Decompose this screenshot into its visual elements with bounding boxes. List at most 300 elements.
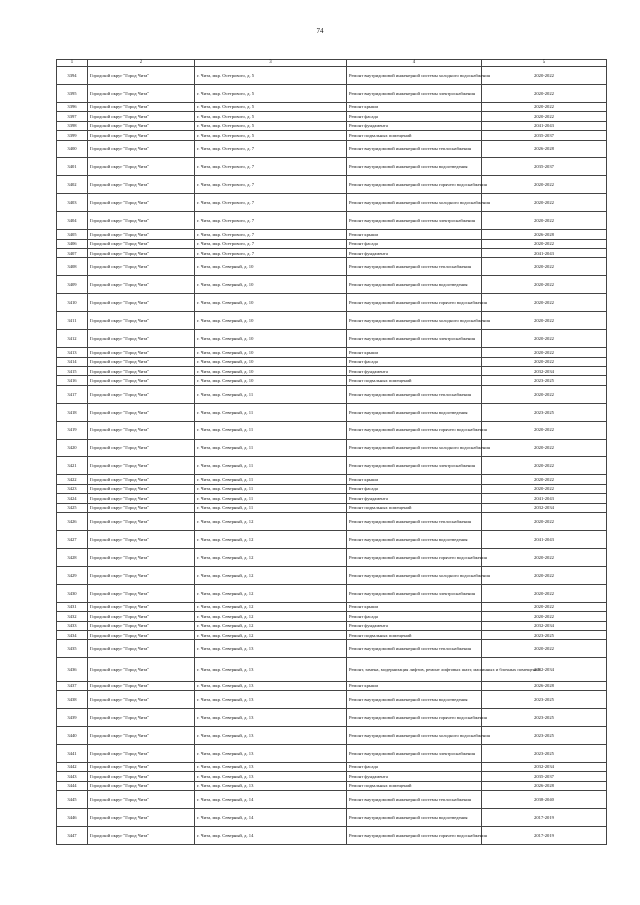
row-number-cell: 3445: [57, 790, 88, 808]
period-cell: 2020-2022: [482, 312, 607, 330]
row-number-cell: 3406: [57, 239, 88, 248]
address-cell: г. Чита, мкр. Северный, д. 12: [195, 621, 347, 630]
row-number-cell: 3400: [57, 140, 88, 158]
table-row: [57, 348, 607, 357]
row-number-cell: 3399: [57, 131, 88, 140]
row-number-cell: 3432: [57, 612, 88, 621]
period-cell: 2017-2019: [482, 808, 607, 826]
address-cell: г. Чита, мкр. Осетрового, д. 5: [195, 67, 347, 85]
table-row: [57, 67, 607, 85]
period-cell: 2041-2043: [482, 249, 607, 258]
municipality-cell: Городской округ "Город Чита": [88, 530, 195, 548]
work-type-cell: Ремонт фасада: [347, 239, 482, 248]
municipality-cell: Городской округ "Город Чита": [88, 457, 195, 475]
row-number-cell: 3444: [57, 781, 88, 790]
address-cell: г. Чита, мкр. Северный, д. 13: [195, 781, 347, 790]
work-type-cell: Ремонт внутридомовой инженерной системы электроснабжения: [347, 84, 482, 102]
period-cell: 2020-2022: [482, 513, 607, 531]
period-cell: 2023-2025: [482, 403, 607, 421]
municipality-cell: Городской округ "Город Чита": [88, 312, 195, 330]
work-type-cell: Ремонт внутридомовой инженерной системы теплоснабжения: [347, 513, 482, 531]
municipality-cell: Городской округ "Город Чита": [88, 708, 195, 726]
period-cell: 2023-2025: [482, 726, 607, 744]
address-cell: г. Чита, мкр. Северный, д. 13: [195, 658, 347, 681]
row-number-cell: 3423: [57, 484, 88, 493]
row-number-cell: 3422: [57, 475, 88, 484]
address-cell: г. Чита, мкр. Северный, д. 11: [195, 421, 347, 439]
table-row: [57, 439, 607, 457]
work-type-cell: Ремонт внутридомовой инженерной системы теплоснабжения: [347, 385, 482, 403]
address-cell: г. Чита, мкр. Северный, д. 12: [195, 548, 347, 566]
table-row: [57, 726, 607, 744]
row-number-cell: 3411: [57, 312, 88, 330]
table-row: [57, 176, 607, 194]
table-row: [57, 212, 607, 230]
period-cell: 2020-2022: [482, 294, 607, 312]
table-row: [57, 230, 607, 239]
period-cell: 2041-2043: [482, 121, 607, 130]
address-cell: г. Чита, мкр. Осетрового, д. 5: [195, 102, 347, 111]
row-number-cell: 3421: [57, 457, 88, 475]
period-cell: 2020-2022: [482, 602, 607, 611]
row-number-cell: 3395: [57, 84, 88, 102]
table-row: [57, 330, 607, 348]
row-number-cell: 3404: [57, 212, 88, 230]
work-type-cell: Ремонт внутридомовой инженерной системы горячего водоснабжения: [347, 294, 482, 312]
municipality-cell: Городской округ "Город Чита": [88, 294, 195, 312]
work-type-cell: Ремонт подвальных помещений: [347, 630, 482, 639]
row-number-cell: 3410: [57, 294, 88, 312]
municipality-cell: Городской округ "Город Чита": [88, 121, 195, 130]
row-number-cell: 3417: [57, 385, 88, 403]
work-type-cell: Ремонт крыши: [347, 230, 482, 239]
municipality-cell: Городской округ "Город Чита": [88, 112, 195, 121]
address-cell: г. Чита, мкр. Северный, д. 10: [195, 312, 347, 330]
period-cell: 2020-2022: [482, 584, 607, 602]
address-cell: г. Чита, мкр. Северный, д. 10: [195, 294, 347, 312]
column-number: 3: [195, 60, 347, 67]
row-number-cell: 3430: [57, 584, 88, 602]
work-type-cell: Ремонт внутридомовой инженерной системы горячего водоснабжения: [347, 421, 482, 439]
work-type-cell: Ремонт внутридомовой инженерной системы электроснабжения: [347, 457, 482, 475]
row-number-cell: 3443: [57, 772, 88, 781]
period-cell: 2020-2022: [482, 84, 607, 102]
row-number-cell: 3426: [57, 513, 88, 531]
period-cell: 2020-2022: [482, 276, 607, 294]
municipality-cell: Городской округ "Город Чита": [88, 403, 195, 421]
work-type-cell: Ремонт фундамента: [347, 621, 482, 630]
work-type-cell: Ремонт внутридомовой инженерной системы холодного водоснабжения: [347, 439, 482, 457]
table-row: [57, 112, 607, 121]
municipality-cell: Городской округ "Город Чита": [88, 194, 195, 212]
work-type-cell: Ремонт крыши: [347, 475, 482, 484]
period-cell: 2020-2022: [482, 239, 607, 248]
municipality-cell: Городской округ "Город Чита": [88, 772, 195, 781]
period-cell: 2032-2034: [482, 366, 607, 375]
work-type-cell: Ремонт внутридомовой инженерной системы горячего водоснабжения: [347, 176, 482, 194]
row-number-cell: 3413: [57, 348, 88, 357]
row-number-cell: 3402: [57, 176, 88, 194]
address-cell: г. Чита, мкр. Северный, д. 14: [195, 826, 347, 844]
municipality-cell: Городской округ "Город Чита": [88, 790, 195, 808]
period-cell: 2020-2022: [482, 457, 607, 475]
table-row: [57, 258, 607, 276]
address-cell: г. Чита, мкр. Северный, д. 10: [195, 366, 347, 375]
row-number-cell: 3437: [57, 681, 88, 690]
row-number-cell: 3394: [57, 67, 88, 85]
column-number: 1: [57, 60, 88, 67]
address-cell: г. Чита, мкр. Северный, д. 13: [195, 762, 347, 771]
work-type-cell: Ремонт внутридомовой инженерной системы теплоснабжения: [347, 640, 482, 658]
address-cell: г. Чита, мкр. Северный, д. 12: [195, 584, 347, 602]
address-cell: г. Чита, мкр. Осетрового, д. 7: [195, 140, 347, 158]
work-type-cell: Ремонт внутридомовой инженерной системы теплоснабжения: [347, 790, 482, 808]
table-row: [57, 584, 607, 602]
municipality-cell: Городской округ "Город Чита": [88, 330, 195, 348]
address-cell: г. Чита, мкр. Северный, д. 11: [195, 484, 347, 493]
row-number-cell: 3428: [57, 548, 88, 566]
table-row: [57, 276, 607, 294]
period-cell: 2032-2034: [482, 658, 607, 681]
municipality-cell: Городской округ "Город Чита": [88, 658, 195, 681]
address-cell: г. Чита, мкр. Северный, д. 11: [195, 503, 347, 512]
address-cell: г. Чита, мкр. Осетрового, д. 5: [195, 121, 347, 130]
table-row: [57, 621, 607, 630]
work-type-cell: Ремонт внутридомовой инженерной системы водоотведения: [347, 158, 482, 176]
address-cell: г. Чита, мкр. Северный, д. 12: [195, 602, 347, 611]
row-number-cell: 3412: [57, 330, 88, 348]
period-cell: 2020-2022: [482, 421, 607, 439]
row-number-cell: 3409: [57, 276, 88, 294]
period-cell: 2020-2022: [482, 194, 607, 212]
period-cell: 2020-2022: [482, 67, 607, 85]
address-cell: г. Чита, мкр. Северный, д. 11: [195, 475, 347, 484]
row-number-cell: 3415: [57, 366, 88, 375]
row-number-cell: 3446: [57, 808, 88, 826]
row-number-cell: 3441: [57, 744, 88, 762]
period-cell: 2020-2022: [482, 566, 607, 584]
work-type-cell: Ремонт фундамента: [347, 494, 482, 503]
municipality-cell: Городской округ "Город Чита": [88, 158, 195, 176]
table-row: [57, 357, 607, 366]
period-cell: 2020-2022: [482, 258, 607, 276]
address-cell: г. Чита, мкр. Осетрового, д. 5: [195, 131, 347, 140]
address-cell: г. Чита, мкр. Осетрового, д. 7: [195, 194, 347, 212]
address-cell: г. Чита, мкр. Северный, д. 12: [195, 513, 347, 531]
municipality-cell: Городской округ "Город Чита": [88, 102, 195, 111]
municipality-cell: Городской округ "Город Чита": [88, 640, 195, 658]
row-number-cell: 3418: [57, 403, 88, 421]
table-row: [57, 403, 607, 421]
row-number-cell: 3396: [57, 102, 88, 111]
address-cell: г. Чита, мкр. Северный, д. 11: [195, 385, 347, 403]
work-type-cell: Ремонт, замена, модернизация лифтов, ремонт лифтовых шахт, машинных и блочных помещений: [347, 658, 482, 681]
table-row: [57, 513, 607, 531]
address-cell: г. Чита, мкр. Осетрового, д. 7: [195, 212, 347, 230]
address-cell: г. Чита, мкр. Северный, д. 13: [195, 681, 347, 690]
row-number-cell: 3439: [57, 708, 88, 726]
address-cell: г. Чита, мкр. Северный, д. 10: [195, 348, 347, 357]
table-row: [57, 121, 607, 130]
work-type-cell: Ремонт внутридомовой инженерной системы холодного водоснабжения: [347, 67, 482, 85]
municipality-cell: Городской округ "Город Чита": [88, 376, 195, 385]
municipality-cell: Городской округ "Город Чита": [88, 566, 195, 584]
table-row: [57, 294, 607, 312]
row-number-cell: 3429: [57, 566, 88, 584]
municipality-cell: Городской округ "Город Чита": [88, 385, 195, 403]
municipality-cell: Городской округ "Город Чита": [88, 690, 195, 708]
address-cell: г. Чита, мкр. Северный, д. 13: [195, 640, 347, 658]
address-cell: г. Чита, мкр. Осетрового, д. 7: [195, 230, 347, 239]
table-row: [57, 131, 607, 140]
work-type-cell: Ремонт крыши: [347, 102, 482, 111]
municipality-cell: Городской округ "Город Чита": [88, 826, 195, 844]
table-row: [57, 808, 607, 826]
period-cell: 2023-2025: [482, 690, 607, 708]
municipality-cell: Городской округ "Город Чита": [88, 584, 195, 602]
period-cell: 2020-2022: [482, 475, 607, 484]
municipality-cell: Городской округ "Город Чита": [88, 781, 195, 790]
row-number-cell: 3427: [57, 530, 88, 548]
period-cell: 2020-2022: [482, 102, 607, 111]
municipality-cell: Городской округ "Город Чита": [88, 808, 195, 826]
table-row: [57, 366, 607, 375]
table-row: [57, 772, 607, 781]
row-number-cell: 3435: [57, 640, 88, 658]
row-number-cell: 3397: [57, 112, 88, 121]
municipality-cell: Городской округ "Город Чита": [88, 503, 195, 512]
row-number-cell: 3436: [57, 658, 88, 681]
row-number-cell: 3424: [57, 494, 88, 503]
address-cell: г. Чита, мкр. Северный, д. 12: [195, 612, 347, 621]
row-number-cell: 3416: [57, 376, 88, 385]
municipality-cell: Городской округ "Город Чита": [88, 421, 195, 439]
work-type-cell: Ремонт фундамента: [347, 366, 482, 375]
table-row: [57, 475, 607, 484]
work-type-cell: Ремонт внутридомовой инженерной системы холодного водоснабжения: [347, 312, 482, 330]
address-cell: г. Чита, мкр. Северный, д. 13: [195, 690, 347, 708]
row-number-cell: 3419: [57, 421, 88, 439]
address-cell: г. Чита, мкр. Северный, д. 10: [195, 357, 347, 366]
period-cell: 2020-2022: [482, 439, 607, 457]
work-type-cell: Ремонт внутридомовой инженерной системы электроснабжения: [347, 744, 482, 762]
work-type-cell: Ремонт крыши: [347, 681, 482, 690]
row-number-cell: 3440: [57, 726, 88, 744]
period-cell: 2035-2037: [482, 131, 607, 140]
row-number-cell: 3403: [57, 194, 88, 212]
municipality-cell: Городской округ "Город Чита": [88, 258, 195, 276]
period-cell: 2035-2037: [482, 772, 607, 781]
work-type-cell: Ремонт фундамента: [347, 121, 482, 130]
period-cell: 2041-2043: [482, 530, 607, 548]
table-row: [57, 312, 607, 330]
column-number: 5: [482, 60, 607, 67]
work-type-cell: Ремонт внутридомовой инженерной системы теплоснабжения: [347, 140, 482, 158]
municipality-cell: Городской округ "Город Чита": [88, 249, 195, 258]
period-cell: 2020-2022: [482, 548, 607, 566]
column-number: 2: [88, 60, 195, 67]
table-row: [57, 457, 607, 475]
period-cell: 2038-2040: [482, 790, 607, 808]
municipality-cell: Городской округ "Город Чита": [88, 681, 195, 690]
table-row: [57, 658, 607, 681]
work-type-cell: Ремонт фасада: [347, 357, 482, 366]
address-cell: г. Чита, мкр. Северный, д. 14: [195, 790, 347, 808]
table-row: [57, 640, 607, 658]
work-type-cell: Ремонт фасада: [347, 762, 482, 771]
work-type-cell: Ремонт внутридомовой инженерной системы электроснабжения: [347, 212, 482, 230]
row-number-cell: 3442: [57, 762, 88, 771]
period-cell: 2023-2025: [482, 630, 607, 639]
row-number-cell: 3434: [57, 630, 88, 639]
period-cell: 2020-2022: [482, 385, 607, 403]
row-number-cell: 3433: [57, 621, 88, 630]
table-row: [57, 194, 607, 212]
period-cell: 2035-2037: [482, 158, 607, 176]
table-row: [57, 530, 607, 548]
table-row: [57, 566, 607, 584]
work-type-cell: Ремонт крыши: [347, 348, 482, 357]
address-cell: г. Чита, мкр. Северный, д. 13: [195, 772, 347, 781]
period-cell: 2020-2022: [482, 348, 607, 357]
table-row: [57, 239, 607, 248]
table-row: [57, 484, 607, 493]
table-row: [57, 744, 607, 762]
municipality-cell: Городской округ "Город Чита": [88, 548, 195, 566]
table-row: [57, 790, 607, 808]
row-number-cell: 3447: [57, 826, 88, 844]
work-type-cell: Ремонт внутридомовой инженерной системы холодного водоснабжения: [347, 566, 482, 584]
municipality-cell: Городской округ "Город Чита": [88, 513, 195, 531]
period-cell: 2023-2025: [482, 376, 607, 385]
column-number: 4: [347, 60, 482, 67]
work-type-cell: Ремонт фундамента: [347, 249, 482, 258]
table-row: [57, 630, 607, 639]
page-number: 74: [316, 27, 324, 35]
address-cell: г. Чита, мкр. Осетрового, д. 5: [195, 84, 347, 102]
municipality-cell: Городской округ "Город Чита": [88, 475, 195, 484]
period-cell: 2020-2022: [482, 612, 607, 621]
period-cell: 2020-2022: [482, 640, 607, 658]
address-cell: г. Чита, мкр. Северный, д. 14: [195, 808, 347, 826]
address-cell: г. Чита, мкр. Осетрового, д. 7: [195, 158, 347, 176]
repair-schedule-table: [56, 59, 607, 845]
table-row: [57, 102, 607, 111]
address-cell: г. Чита, мкр. Северный, д. 11: [195, 439, 347, 457]
table-row: [57, 140, 607, 158]
work-type-cell: Ремонт внутридомовой инженерной системы электроснабжения: [347, 330, 482, 348]
address-cell: г. Чита, мкр. Северный, д. 11: [195, 494, 347, 503]
work-type-cell: Ремонт подвальных помещений: [347, 376, 482, 385]
municipality-cell: Городской округ "Город Чита": [88, 726, 195, 744]
address-cell: г. Чита, мкр. Осетрового, д. 7: [195, 176, 347, 194]
table-row: [57, 249, 607, 258]
address-cell: г. Чита, мкр. Северный, д. 11: [195, 403, 347, 421]
work-type-cell: Ремонт внутридомовой инженерной системы электроснабжения: [347, 584, 482, 602]
municipality-cell: Городской округ "Город Чита": [88, 602, 195, 611]
work-type-cell: Ремонт подвальных помещений: [347, 781, 482, 790]
municipality-cell: Городской округ "Город Чита": [88, 439, 195, 457]
address-cell: г. Чита, мкр. Осетрового, д. 7: [195, 249, 347, 258]
table-row: [57, 612, 607, 621]
period-cell: 2032-2034: [482, 503, 607, 512]
municipality-cell: Городской округ "Город Чита": [88, 276, 195, 294]
period-cell: 2017-2019: [482, 826, 607, 844]
row-number-cell: 3408: [57, 258, 88, 276]
address-cell: г. Чита, мкр. Северный, д. 10: [195, 276, 347, 294]
address-cell: г. Чита, мкр. Северный, д. 13: [195, 726, 347, 744]
period-cell: 2023-2025: [482, 708, 607, 726]
municipality-cell: Городской округ "Город Чита": [88, 366, 195, 375]
table-row: [57, 681, 607, 690]
table-row: [57, 781, 607, 790]
period-cell: 2020-2022: [482, 212, 607, 230]
work-type-cell: Ремонт внутридомовой инженерной системы холодного водоснабжения: [347, 194, 482, 212]
address-cell: г. Чита, мкр. Северный, д. 10: [195, 330, 347, 348]
table-row: [57, 690, 607, 708]
address-cell: г. Чита, мкр. Северный, д. 11: [195, 457, 347, 475]
period-cell: 2020-2022: [482, 357, 607, 366]
address-cell: г. Чита, мкр. Северный, д. 10: [195, 258, 347, 276]
address-cell: г. Чита, мкр. Осетрового, д. 7: [195, 239, 347, 248]
municipality-cell: Городской округ "Город Чита": [88, 630, 195, 639]
work-type-cell: Ремонт фасада: [347, 112, 482, 121]
municipality-cell: Городской округ "Город Чита": [88, 612, 195, 621]
work-type-cell: Ремонт внутридомовой инженерной системы теплоснабжения: [347, 258, 482, 276]
row-number-cell: 3401: [57, 158, 88, 176]
work-type-cell: Ремонт внутридомовой инженерной системы водоотведения: [347, 276, 482, 294]
address-cell: г. Чита, мкр. Северный, д. 13: [195, 708, 347, 726]
work-type-cell: Ремонт внутридомовой инженерной системы горячего водоснабжения: [347, 826, 482, 844]
table-row: [57, 762, 607, 771]
work-type-cell: Ремонт внутридомовой инженерной системы водоотведения: [347, 530, 482, 548]
table-row: [57, 548, 607, 566]
row-number-cell: 3398: [57, 121, 88, 130]
table-row: [57, 376, 607, 385]
period-cell: 2020-2022: [482, 330, 607, 348]
municipality-cell: Городской округ "Город Чита": [88, 744, 195, 762]
municipality-cell: Городской округ "Город Чита": [88, 230, 195, 239]
work-type-cell: Ремонт крыши: [347, 602, 482, 611]
work-type-cell: Ремонт внутридомовой инженерной системы водоотведения: [347, 403, 482, 421]
work-type-cell: Ремонт внутридомовой инженерной системы горячего водоснабжения: [347, 708, 482, 726]
address-cell: г. Чита, мкр. Северный, д. 10: [195, 376, 347, 385]
table-row: [57, 708, 607, 726]
work-type-cell: Ремонт фасада: [347, 612, 482, 621]
period-cell: 2026-2028: [482, 230, 607, 239]
row-number-cell: 3438: [57, 690, 88, 708]
period-cell: 2032-2034: [482, 621, 607, 630]
period-cell: 2020-2022: [482, 176, 607, 194]
address-cell: г. Чита, мкр. Северный, д. 12: [195, 630, 347, 639]
period-cell: 2026-2028: [482, 781, 607, 790]
municipality-cell: Городской округ "Город Чита": [88, 357, 195, 366]
period-cell: 2032-2034: [482, 762, 607, 771]
column-number-row: [57, 60, 607, 67]
table-row: [57, 602, 607, 611]
table-row: [57, 84, 607, 102]
address-cell: г. Чита, мкр. Северный, д. 12: [195, 530, 347, 548]
municipality-cell: Городской округ "Город Чита": [88, 84, 195, 102]
period-cell: 2026-2028: [482, 140, 607, 158]
address-cell: г. Чита, мкр. Северный, д. 12: [195, 566, 347, 584]
row-number-cell: 3407: [57, 249, 88, 258]
municipality-cell: Городской округ "Город Чита": [88, 348, 195, 357]
municipality-cell: Городской округ "Город Чита": [88, 484, 195, 493]
municipality-cell: Городской округ "Город Чита": [88, 494, 195, 503]
municipality-cell: Городской округ "Город Чита": [88, 176, 195, 194]
period-cell: 2026-2028: [482, 681, 607, 690]
